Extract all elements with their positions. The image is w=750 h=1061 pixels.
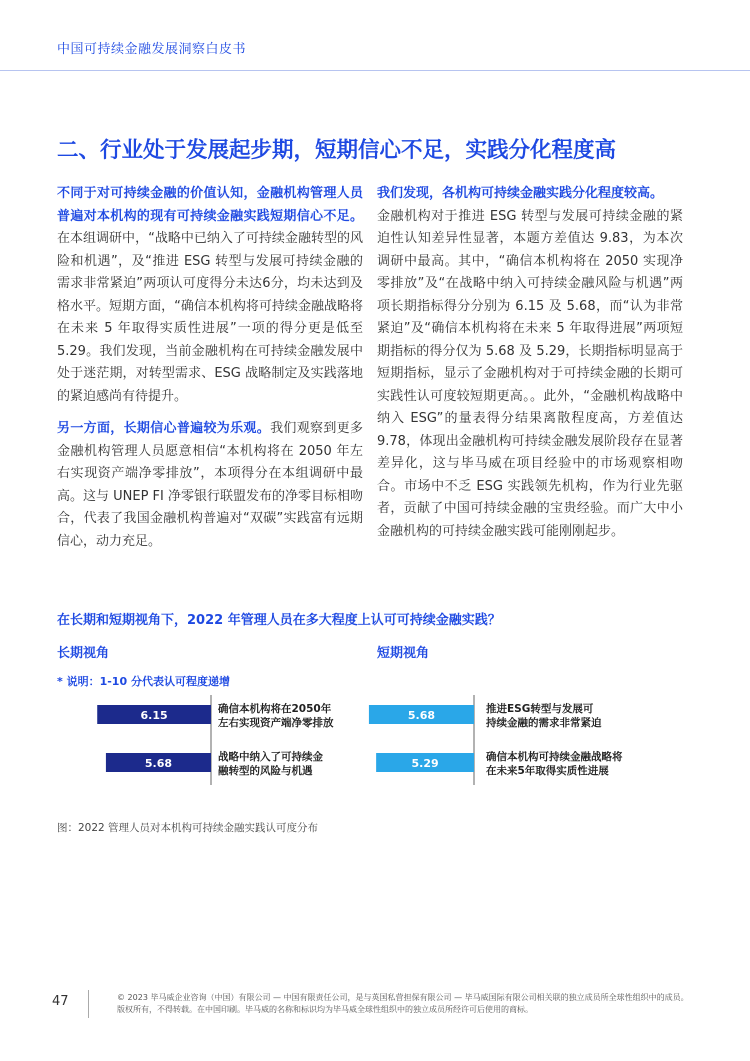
paragraph-text: 金融机构对于推进 ESG 转型与发展可持续金融的紧迫性认知差异性显著，本题方差值达 9.83，为本次调研中最高。其中，“确信本机构将在 2050 实现净零排放”及“在战略中纳入可持续金融风险与机遇”两项长期指标得分分别为 6.15 及 5.68，而“认为非常紧迫”及“确信本机构将在未来 5 年取得进展”两项短期指标的得分仅为 5.68 及 5.29，长期指标明显高于短期指标，显示了金融机构对于可持续金融的长期可实践性认可度较短期更高。。此外，“金融机构战略中纳入 ESG”的量表得分结果离散程度高，方差值达 9.78，体现出金融机构可持续金融发展阶段存在显著差异化，这与毕马威在项目经验中的市场观察相吻合。市场中不乏 ESG 实践领先机构，作为行业先驱者，贡献了中国可持续金融的宝贵经验。而广大中小金融机构的可持续金融实践可能刚刚起步。	[377, 208, 683, 539]
bar-value-label: 5.29	[411, 757, 439, 770]
bar-value-label: 5.68	[144, 757, 173, 770]
footer-divider	[88, 990, 89, 1018]
footer-legal-line: © 2023 毕马威企业咨询（中国）有限公司 — 中国有限责任公司，是与英国私营担保有限公司 — 毕马威国际有限公司相关联的独立成员所全球性组织中的成员。	[117, 993, 689, 1002]
bar-category-label: 确信本机构可持续金融战略将	[486, 751, 623, 763]
paragraph-highlight: 不同于对可持续金融的价值认知，金融机构管理人员普遍对本机构的现有可持续金融实践短期信心不足。	[57, 186, 363, 224]
paragraph	[57, 183, 363, 408]
footer-legal	[117, 992, 717, 1016]
figure-caption: 图：2022 管理人员对本机构可持续金融实践认可度分布	[57, 822, 319, 834]
bar-category-label: 持续金融的需求非常紧迫	[486, 717, 602, 729]
panel-title-short-term: 短期视角	[377, 646, 430, 661]
section-title: 二、行业处于发展起步期，短期信心不足，实践分化程度高	[57, 138, 617, 163]
header-divider	[0, 70, 750, 71]
bar-category-label: 在未来5年取得实质性进展	[486, 765, 609, 777]
paragraph	[57, 418, 363, 553]
footer-legal-line: 版权所有，不得转载。在中国印刷。毕马威的名称和标识均为毕马威全球性组织中的独立成员所经许可后使用的商标。	[117, 1005, 533, 1014]
bar-category-label: 推进ESG转型与发展可	[486, 703, 594, 715]
paragraph	[377, 183, 683, 543]
bar-category-label: 战略中纳入了可持续金	[218, 751, 323, 763]
paragraph-text: 我们观察到更多金融机构管理人员愿意相信“本机构将在 2050 年左右实现资产端净零排放”，本项得分在本组调研中最高。这与 UNEP FI 净零银行联盟发布的净零目标相吻合，代表了我国金融机构普遍对“双碳”实践富有远期信心，动力充足。	[57, 421, 364, 549]
bar-chart	[0, 690, 750, 790]
bar-value-label: 6.15	[140, 709, 168, 722]
bar-category-label: 确信本机构将在2050年	[218, 703, 332, 715]
panel-title-long-term: 长期视角	[57, 646, 110, 661]
page-number: 47	[52, 994, 69, 1009]
paragraph-highlight: 另一方面，长期信心普遍较为乐观。	[57, 421, 271, 436]
body-column-left	[57, 183, 363, 563]
paragraph-highlight: 我们发现，各机构可持续金融实践分化程度较高。	[377, 186, 664, 201]
bar-value-label: 5.68	[407, 709, 436, 722]
chart-title: 在长期和短期视角下，2022 年管理人员在多大程度上认可可持续金融实践？	[57, 613, 501, 628]
bar-category-label: 左右实现资产端净零排放	[218, 717, 334, 729]
body-column-right	[377, 183, 683, 553]
header-title: 中国可持续金融发展洞察白皮书	[57, 42, 247, 57]
bar-category-label: 融转型的风险与机遇	[218, 765, 313, 777]
chart-note: * 说明：1-10 分代表认可程度递增	[57, 675, 230, 688]
paragraph-text: 在本组调研中，“战略中已纳入了可持续金融转型的风险和机遇”，及“推进 ESG 转型与发展可持续金融的需求非常紧迫”两项认可度得分未达6分，均未达到及格水平。短期方面，“确信本机构将可持续金融战略将在未来 5 年取得实质性进展”一项的得分更是低至 5.29。我们发现，当前金融机构在可持续金融发展中处于迷茫期，对转型需求、ESG 战略制定及实践落地的紧迫感尚有待提升。	[57, 231, 363, 404]
